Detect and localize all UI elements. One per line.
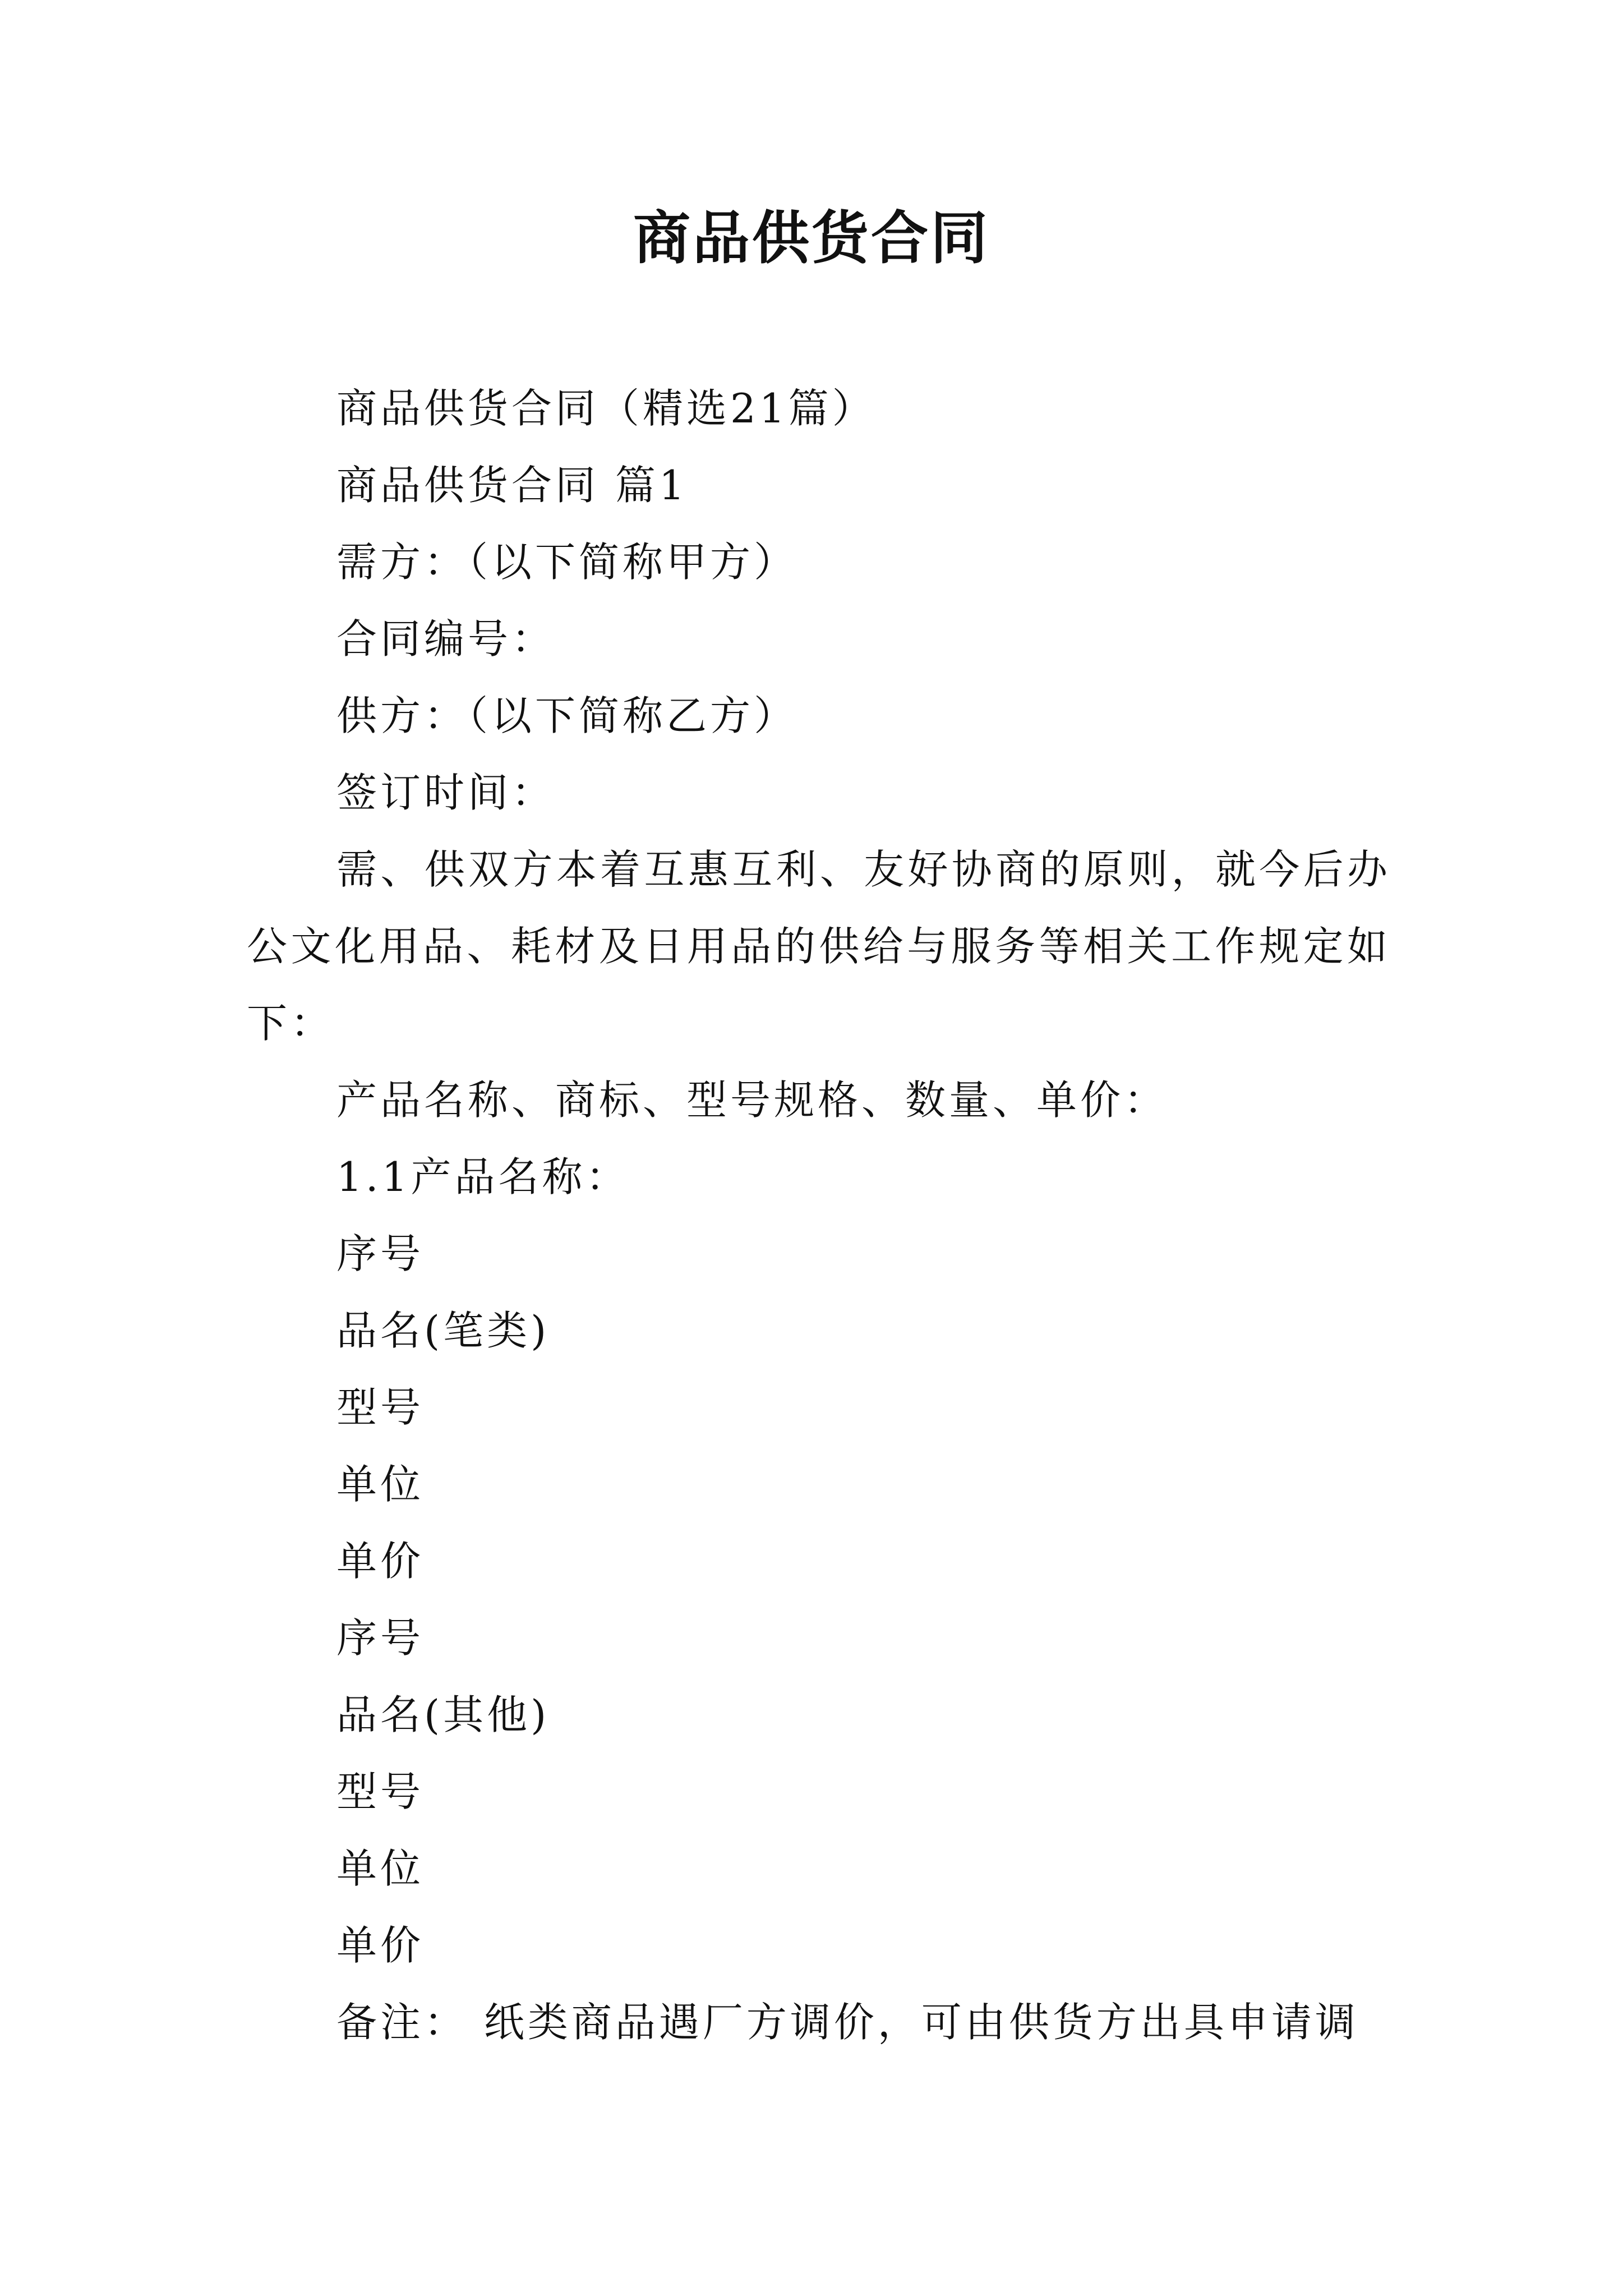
paragraph-supplier: 供方：（以下简称乙方） — [336, 692, 798, 739]
paragraph-remark: 备注： 纸类商品遇厂方调价，可由供货方出具申请调 — [336, 1999, 1359, 2046]
paragraph-section-heading: 商品供货合同 篇1 — [336, 462, 688, 509]
list-item: 品名(笔类) — [336, 1307, 550, 1354]
list-item: 型号 — [336, 1384, 425, 1431]
list-item: 序号 — [336, 1614, 425, 1662]
paragraph-signing-time: 签订时间： — [336, 769, 556, 816]
paragraph-subtitle: 商品供货合同（精选21篇） — [336, 385, 876, 432]
list-item: 品名(其他) — [336, 1691, 550, 1738]
list-item: 单位 — [336, 1845, 425, 1892]
list-item: 单位 — [336, 1461, 425, 1508]
list-item: 型号 — [336, 1768, 425, 1815]
paragraph-buyer: 需方：（以下简称甲方） — [336, 539, 798, 586]
list-item: 序号 — [336, 1230, 425, 1277]
paragraph-product-name: 1.1产品名称： — [336, 1153, 630, 1200]
paragraph-preamble: 需、供双方本着互惠互利、友好协商的原则，就今后办公文化用品、耗材及日用品的供给与服务等相关工作规定如下： — [247, 846, 1391, 1047]
paragraph-product-info: 产品名称、商标、型号规格、数量、单价： — [336, 1076, 1168, 1124]
paragraph-contract-number: 合同编号： — [336, 615, 556, 662]
document-title: 商品供货合同 — [633, 205, 990, 272]
list-item: 单价 — [336, 1922, 425, 1969]
list-item: 单价 — [336, 1538, 425, 1585]
document-body — [247, 370, 1391, 2061]
